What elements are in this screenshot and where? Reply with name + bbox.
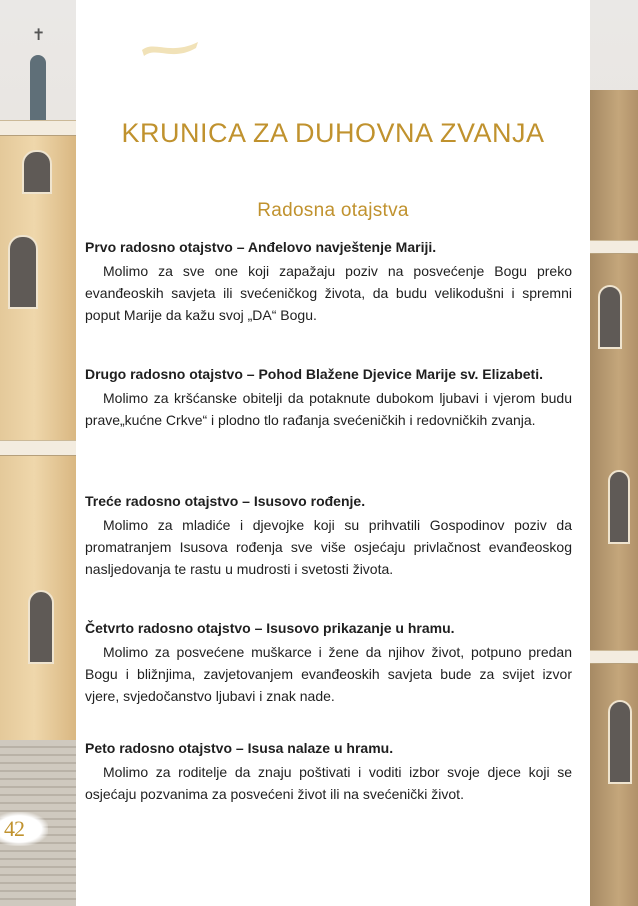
mystery-title: Drugo radosno otajstvo – Pohod Blažene Djevice Marije sv. Elizabeti. <box>85 366 543 382</box>
ribbon-decoration <box>140 34 200 64</box>
section-subtitle: Radosna otajstva <box>257 200 409 221</box>
mystery-title: Treće radosno otajstvo – Isusovo rođenje. <box>85 493 366 509</box>
mystery-item <box>85 737 572 805</box>
background-church-right <box>590 0 638 906</box>
page-sheet <box>76 0 590 906</box>
mystery-prayer: Molimo za roditelje da znaju poštivati i voditi izbor svoje djece koji se osjećaju pozvanima za posvećeni život ili na svećenički život. <box>85 764 572 802</box>
mystery-item <box>85 490 572 580</box>
mystery-prayer: Molimo za sve one koji zapažaju poziv na posvećenje Bogu preko evanđeoskih savjeta ili svećeničkog života, da budu velikodušni i spremni poput Marije da kažu svoj „DA“ Bogu. <box>85 263 572 323</box>
mystery-item <box>85 363 572 431</box>
mystery-item <box>85 236 572 326</box>
mystery-title: Peto radosno otajstvo – Isusa nalaze u hramu. <box>85 740 394 756</box>
mystery-prayer: Molimo za kršćanske obitelji da potaknute dubokom ljubavi i vjerom budu prave„kućne Crkve“ i plodno tlo rađanja svećeničkih i redovničkih zvanja. <box>85 390 572 428</box>
mystery-title: Prvo radosno otajstvo – Anđelovo navještenje Mariji. <box>85 239 437 255</box>
page-title: KRUNICA ZA DUHOVNA ZVANJA <box>121 118 545 148</box>
page-number: 42 <box>4 816 24 841</box>
page-number-badge <box>0 812 48 846</box>
mystery-prayer: Molimo za mladiće i djevojke koji su prihvatili Gospodinov poziv da promatranjem Isusova rođenja sve više osjećaju privlačnost evanđeoskog nasljedovanja te rastu u mudrosti i svetosti života. <box>85 517 572 577</box>
background-church-left: ✝ <box>0 0 76 906</box>
mystery-item <box>85 617 572 707</box>
mystery-prayer: Molimo za posvećene muškarce i žene da njihov život, potpuno predan Bogu i bližnjima, zavjetovanjem evanđeoskih savjeta bude za svijet izvor vjere, svjedočanstvo ljubavi i znak nade. <box>85 644 572 704</box>
mystery-title: Četvrto radosno otajstvo – Isusovo prikazanje u hramu. <box>85 620 455 636</box>
